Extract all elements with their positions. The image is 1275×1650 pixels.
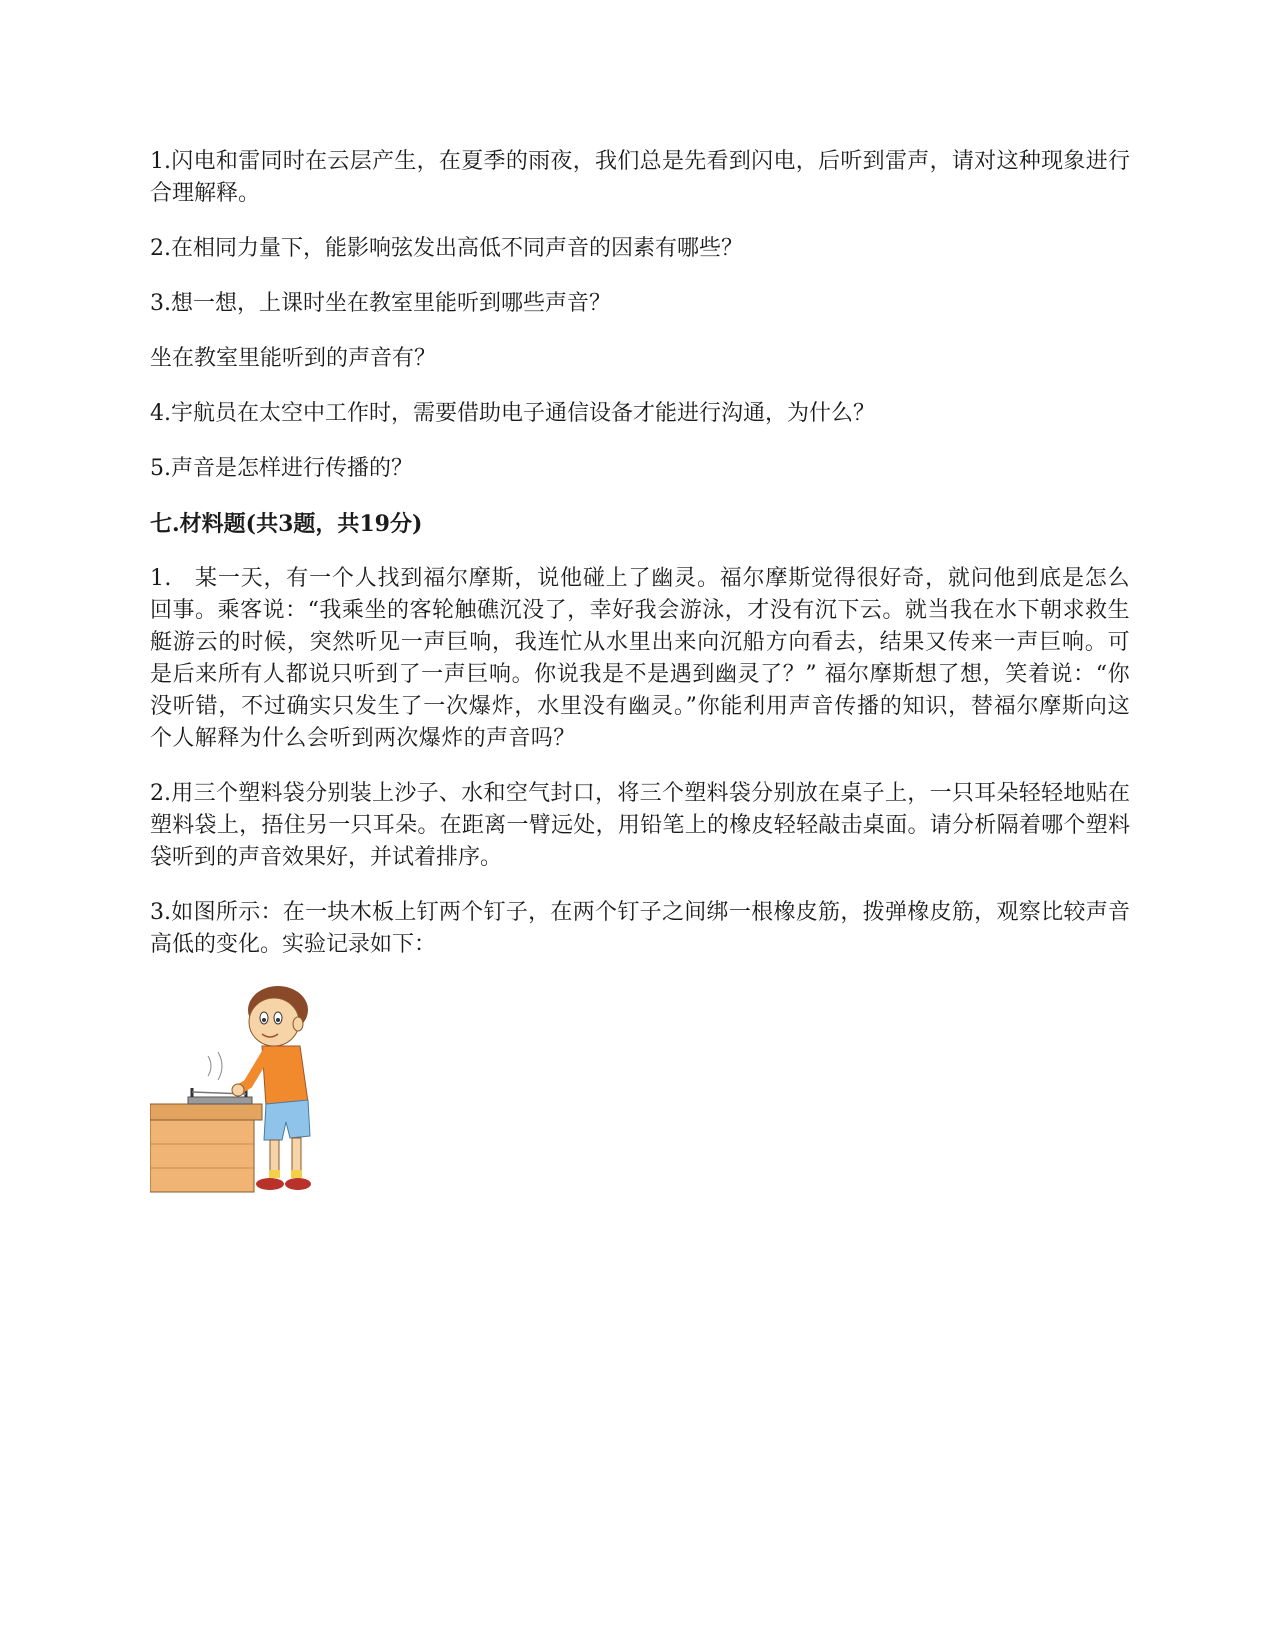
material-question-2: 2.用三个塑料袋分别装上沙子、水和空气封口，将三个塑料袋分别放在桌子上，一只耳朵轻轻地贴在塑料袋上，捂住另一只耳朵。在距离一臂远处，用铅笔上的橡皮轻轻敲击桌面。请分析隔着哪个塑料袋听到的声音效果好，并试着排序。: [150, 781, 1130, 870]
question-3: 3.想一想，上课时坐在教室里能听到哪些声音？: [150, 291, 611, 316]
material-question-3: 3.如图所示：在一块木板上钉两个钉子，在两个钉子之间绑一根橡皮筋，拨弹橡皮筋，观察比较声音高低的变化。实验记录如下：: [150, 900, 1130, 957]
rubber-band-experiment-illustration: [150, 984, 312, 1198]
question-3-answer-prompt: 坐在教室里能听到的声音有？: [150, 346, 437, 371]
material-question-1: 1. 某一天，有一个人找到福尔摩斯，说他碰上了幽灵。福尔摩斯觉得很好奇，就问他到底是怎么回事。乘客说：“我乘坐的客轮触礁沉没了，幸好我会游泳，才没有沉下云。就当我在水下朝求救生艇游云的时候，突然听见一声巨响，我连忙从水里出来向沉船方向看去，结果又传来一声巨响。可是后来所有人都说只听到了一声巨响。你说我是不是遇到幽灵了？” 福尔摩斯想了想，笑着说：“你没听错，不过确实只发生了一次爆炸，水里没有幽灵。”你能利用声音传播的知识，替福尔摩斯向这个人解释为什么会听到两次爆炸的声音吗？: [150, 566, 1130, 751]
section-heading-material: 七.材料题(共3题，共19分): [150, 511, 423, 537]
question-2: 2.在相同力量下，能影响弦发出高低不同声音的因素有哪些？: [150, 236, 743, 261]
question-4: 4.宇航员在太空中工作时，需要借助电子通信设备才能进行沟通，为什么？: [150, 401, 875, 426]
document-page: [150, 146, 1130, 1198]
question-1: 1.闪电和雷同时在云层产生，在夏季的雨夜，我们总是先看到闪电，后听到雷声，请对这种现象进行合理解释。: [150, 149, 1130, 206]
question-5: 5.声音是怎样进行传播的？: [150, 456, 413, 481]
